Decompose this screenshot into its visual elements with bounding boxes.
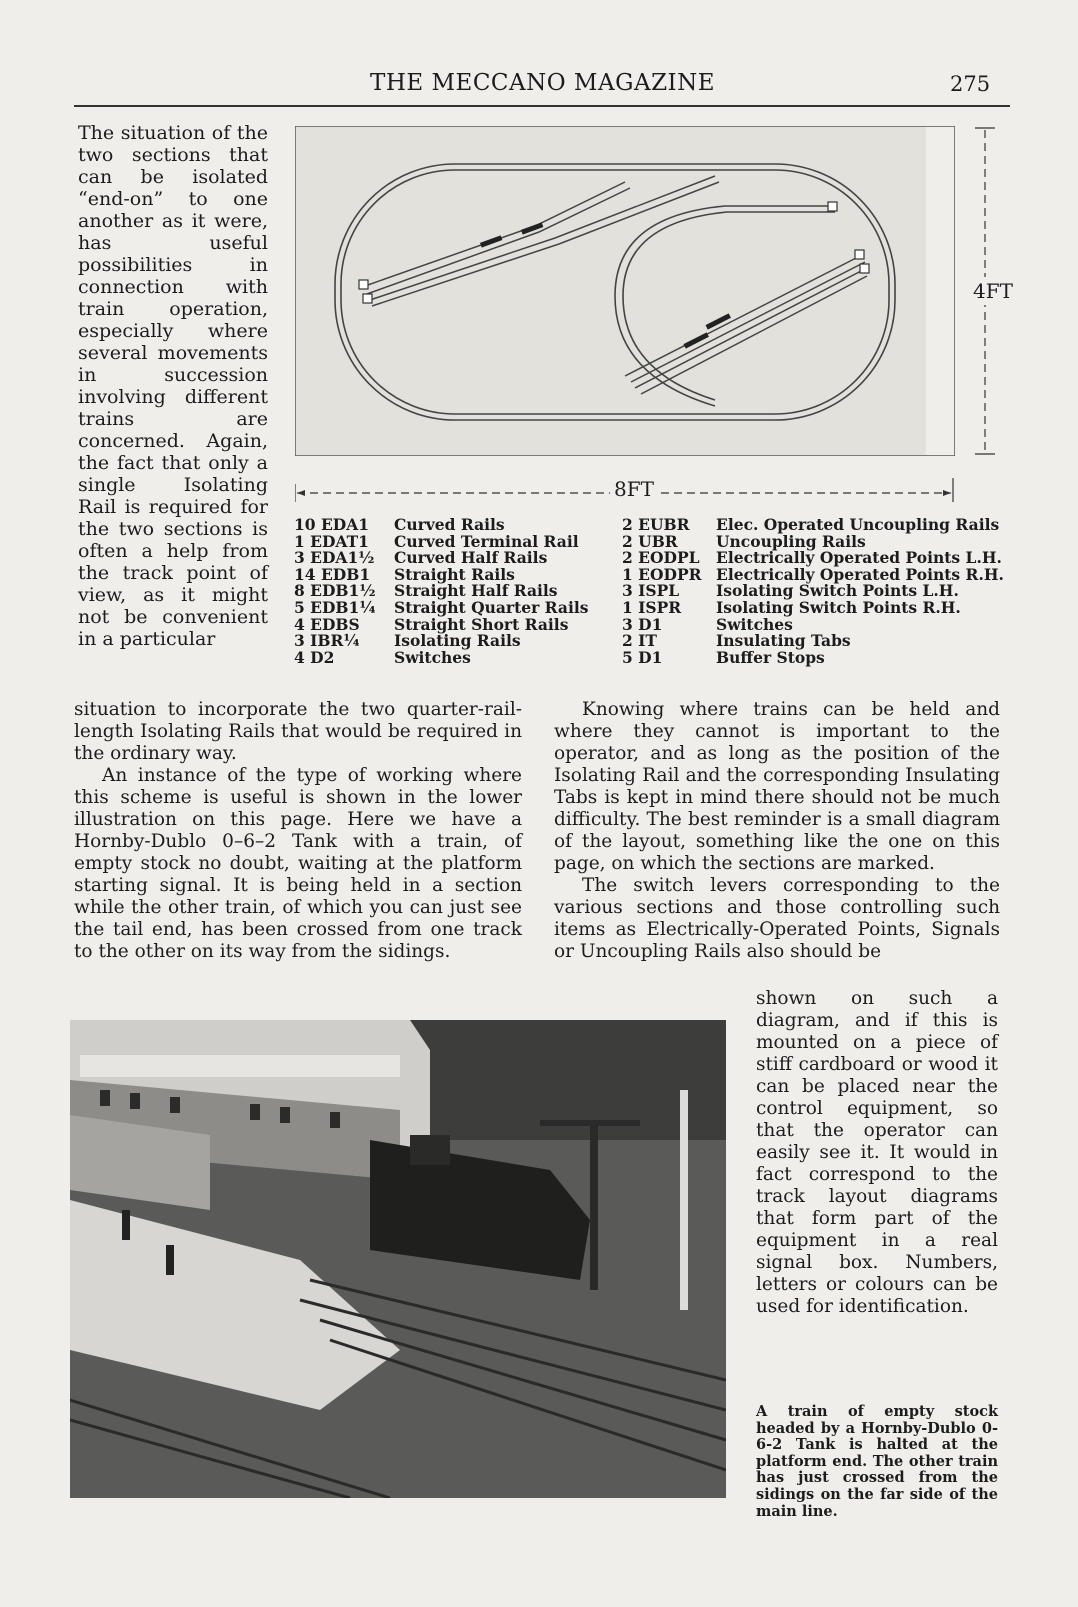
height-dimension-label: 4FT bbox=[973, 279, 1013, 303]
part-desc: Curved Rails bbox=[394, 515, 505, 534]
part-code: 2 EUBR bbox=[622, 515, 690, 534]
header-rule bbox=[74, 105, 1010, 107]
part-code: 2 EODPL bbox=[622, 548, 700, 568]
part-code: 4 D2 bbox=[294, 647, 335, 667]
left-column bbox=[74, 699, 522, 963]
part-code: 4 EDBS bbox=[294, 614, 360, 634]
photo-caption: A train of empty stock headed by a Hornby-Dublo 0-6-2 Tank is halted at the platform end. The other train has just crossed from the sidings on the far side of the main line. bbox=[756, 1403, 998, 1520]
water-crane bbox=[590, 1120, 598, 1290]
page-number: 275 bbox=[950, 72, 991, 96]
model-railway-photo bbox=[70, 1020, 726, 1498]
part-desc: Straight Half Rails bbox=[394, 581, 558, 601]
track-layout-diagram bbox=[295, 126, 955, 456]
part-desc: Isolating Switch Points R.H. bbox=[716, 597, 961, 617]
part-desc: Straight Rails bbox=[394, 564, 515, 584]
part-desc: Switches bbox=[394, 647, 471, 667]
parts-row bbox=[622, 647, 1000, 667]
parts-list-left bbox=[294, 517, 614, 666]
part-desc: Electrically Operated Points R.H. bbox=[716, 564, 1004, 584]
part-code: 1 ISPR bbox=[622, 597, 682, 617]
part-desc: Isolating Switch Points L.H. bbox=[716, 581, 959, 601]
part-desc: Electrically Operated Points L.H. bbox=[716, 548, 1002, 568]
part-desc: Curved Half Rails bbox=[394, 548, 548, 568]
width-dimension-label: 8FT bbox=[610, 477, 658, 501]
part-code: 1 EODPR bbox=[622, 564, 702, 584]
part-desc: Buffer Stops bbox=[716, 647, 825, 667]
paragraph: The situation of the two sections that can be isolated “end-on” to one another as it were, has useful possibilities in connection with train operation, especially where several movements in succession involving different trains are concerned. Again, the fact that only a single Isolating Rail is required for the two sections is often a help from the track point of view, as it might not be convenient in a particular bbox=[78, 122, 268, 650]
part-desc: Straight Quarter Rails bbox=[394, 597, 589, 617]
left-narrow-column bbox=[78, 122, 268, 650]
part-desc: Straight Short Rails bbox=[394, 614, 569, 634]
part-code: 3 D1 bbox=[622, 614, 663, 634]
starting-signal bbox=[680, 1090, 688, 1310]
part-desc: Uncoupling Rails bbox=[716, 531, 866, 551]
part-code: 8 EDB1½ bbox=[294, 581, 376, 601]
parts-list-right bbox=[622, 515, 1004, 667]
paragraph: The switch levers corresponding to the various sections and those controlling such items as Electrically-Operated Points, Signals or Uncoupling Rails also should be bbox=[554, 875, 1000, 962]
part-code: 3 EDA1½ bbox=[294, 548, 375, 568]
part-code: 5 EDB1¼ bbox=[294, 597, 376, 617]
part-desc: Elec. Operated Uncoupling Rails bbox=[716, 515, 1000, 534]
part-desc: Switches bbox=[716, 614, 793, 634]
part-desc: Insulating Tabs bbox=[716, 631, 851, 651]
part-code: 2 IT bbox=[622, 631, 657, 651]
paragraph: shown on such a diagram, and if this is mounted on a piece of stiff cardboard or wood it can be placed near the control equipment, so that the operator can easily see it. It would in fact correspond to the track layout diagrams that form part of the equipment in a real signal box. Numbers, letters or colours can be used for identification. bbox=[756, 988, 998, 1317]
paragraph: An instance of the type of working where this scheme is useful is shown in the lower illustration on this page. Here we have a Hornby-Dublo 0–6–2 Tank with a train, of empty stock no doubt, waiting at the platform starting signal. It is being held in a section while the other train, of which you can just see the tail end, has been crossed from one track to the other on its way from the sidings. bbox=[74, 765, 522, 962]
parts-row bbox=[294, 647, 614, 667]
magazine-title: THE MECCANO MAGAZINE bbox=[370, 70, 716, 96]
part-code: 3 IBR¼ bbox=[294, 631, 360, 651]
part-code: 10 EDA1 bbox=[294, 515, 370, 534]
part-code: 3 ISPL bbox=[622, 581, 680, 601]
part-code: 14 EDB1 bbox=[294, 564, 371, 584]
paragraph: Knowing where trains can be held and where they cannot is important to the operator, and as long as the position of the Isolating Rail and the corresponding Insulating Tabs is kept in mind there should not be much difficulty. The best reminder is a small diagram of the layout, something like the one on this page, on which the sections are marked. bbox=[554, 699, 1000, 874]
parts-row bbox=[622, 597, 1000, 617]
right-narrow-column bbox=[756, 988, 998, 1318]
paragraph: situation to incorporate the two quarter-rail-length Isolating Rails that would be required in the ordinary way. bbox=[74, 699, 522, 764]
part-desc: Curved Terminal Rail bbox=[394, 531, 579, 551]
part-code: 1 EDAT1 bbox=[294, 531, 369, 551]
part-desc: Isolating Rails bbox=[394, 631, 521, 651]
part-code: 2 UBR bbox=[622, 531, 678, 551]
part-code: 5 D1 bbox=[622, 647, 663, 667]
right-column bbox=[554, 699, 1000, 963]
